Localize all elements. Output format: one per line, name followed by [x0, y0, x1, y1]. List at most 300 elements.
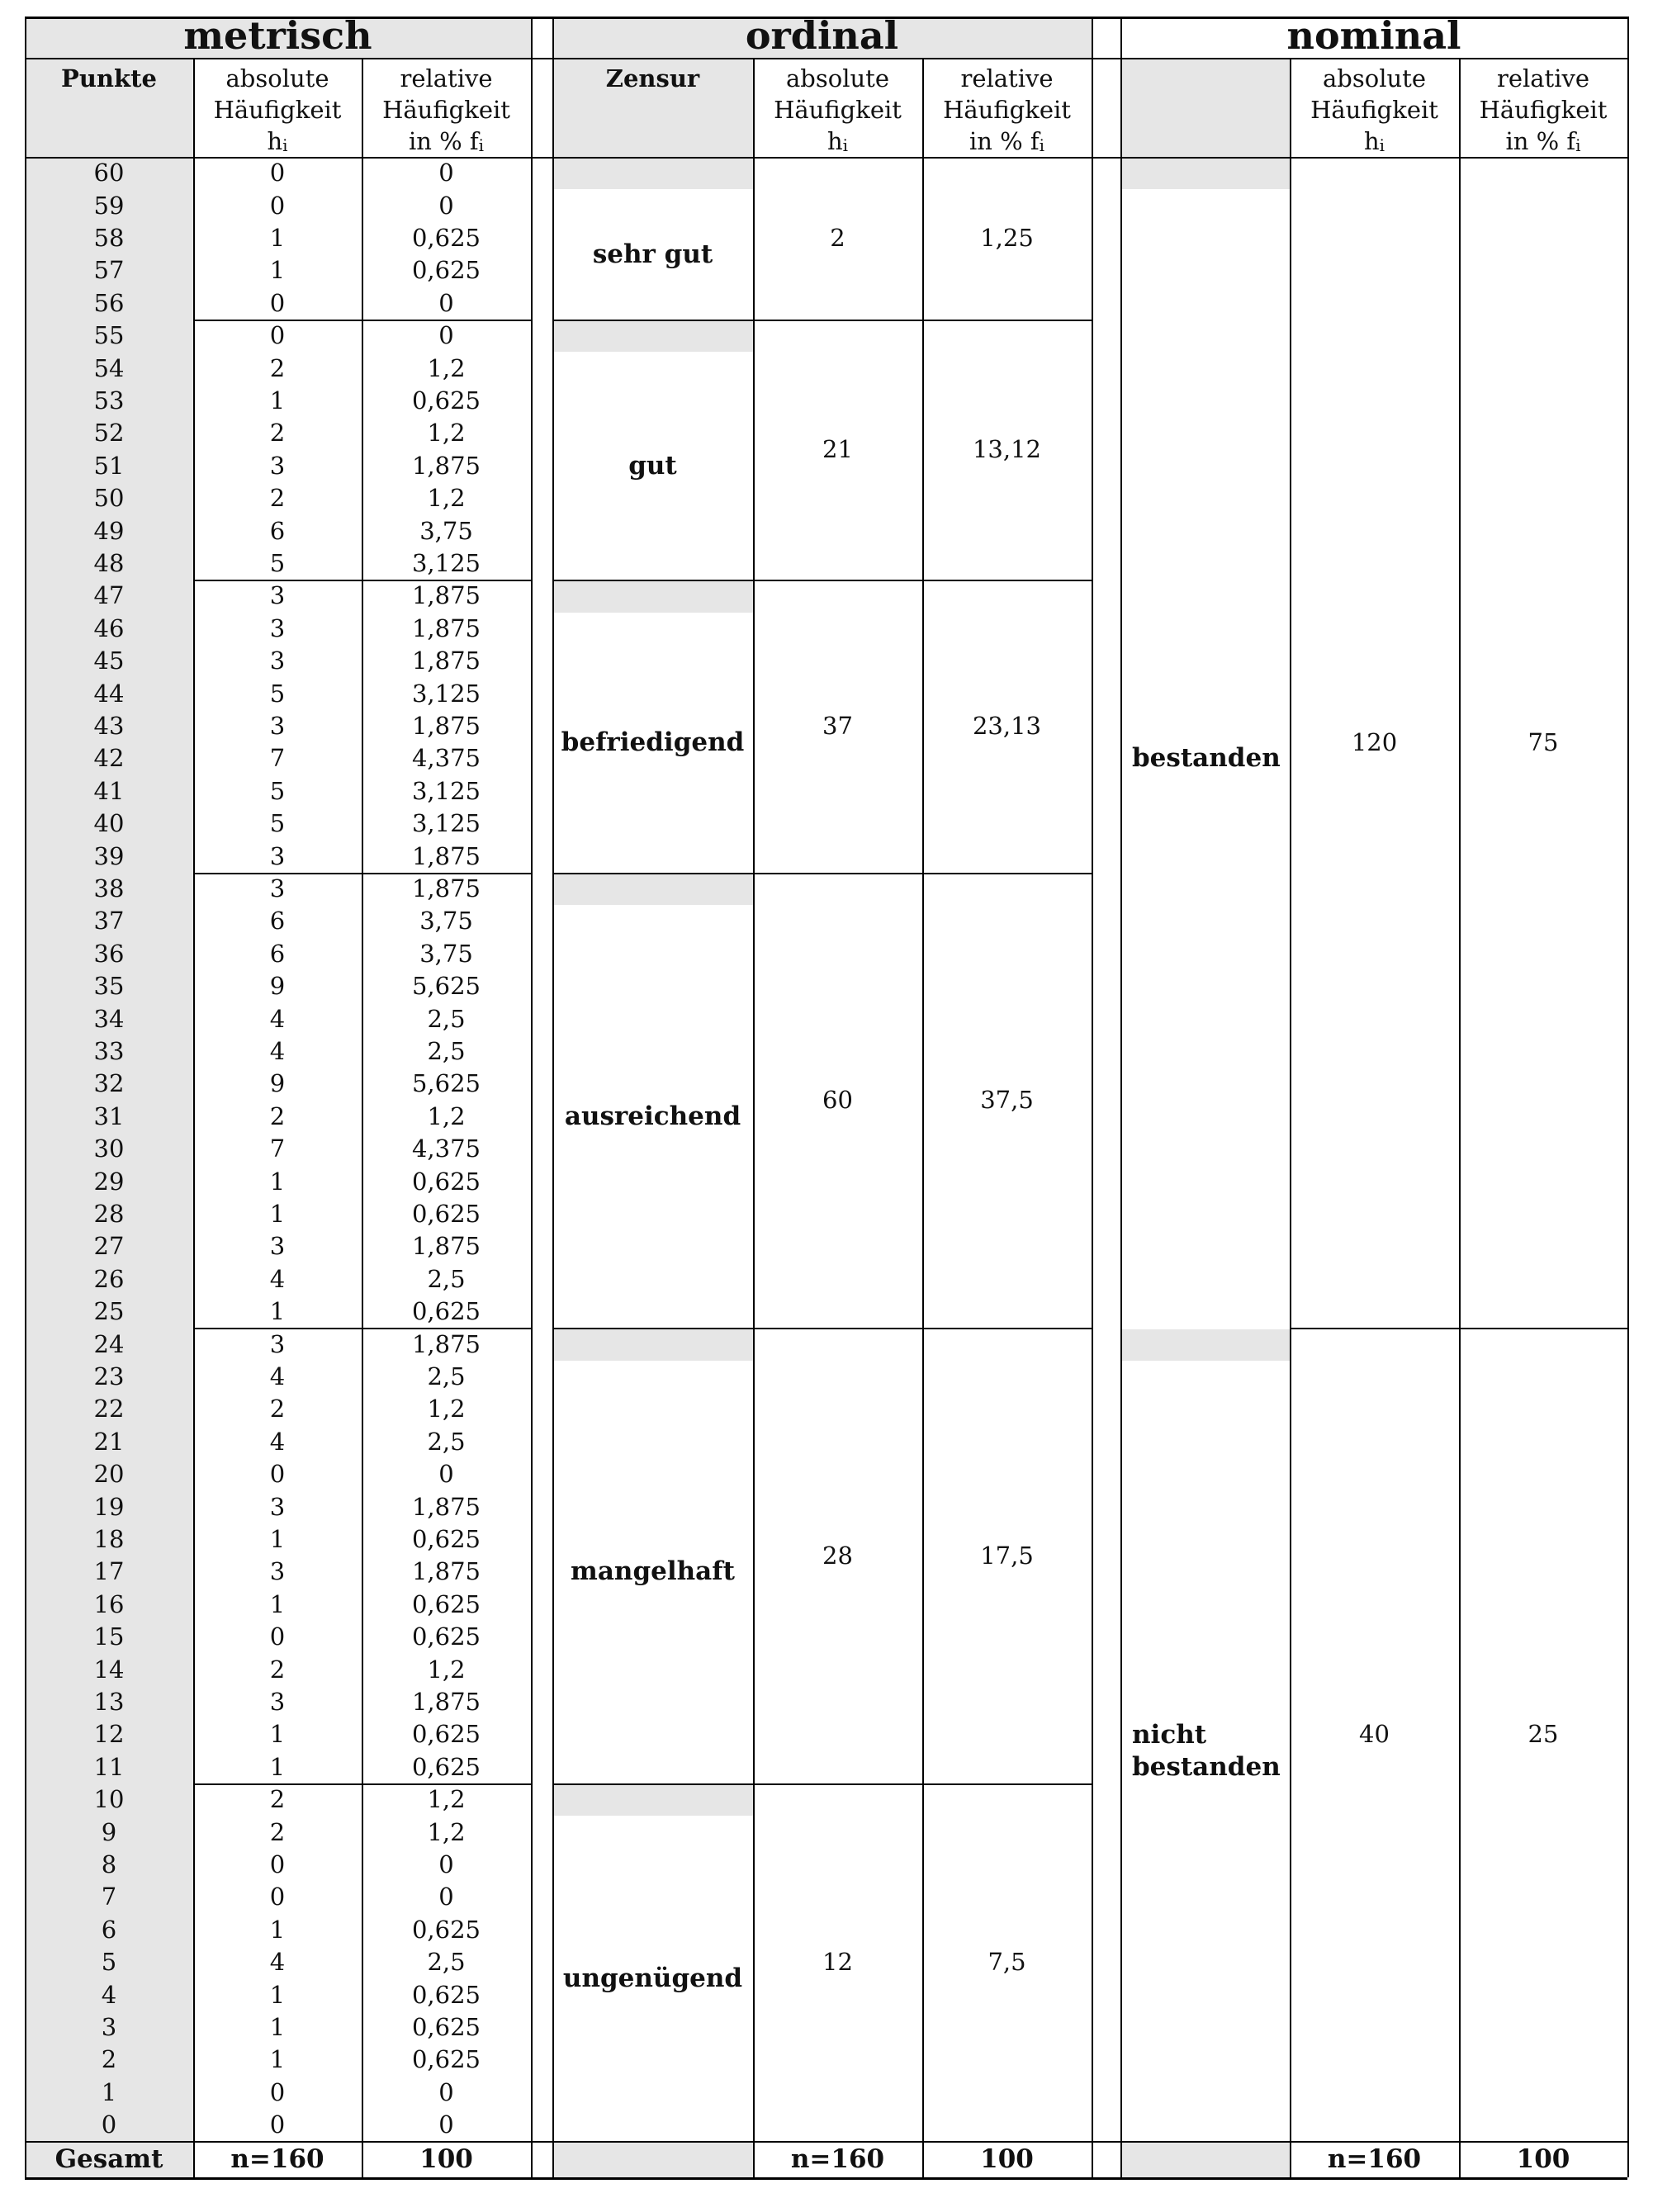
absolute-frequency-cell: 4 — [269, 1036, 286, 1065]
grade-label: ungenügend — [562, 1963, 743, 1993]
header-relative-nominal-text-3: in % f — [1505, 127, 1576, 155]
points-cell: 28 — [93, 1199, 125, 1228]
relative-frequency-cell: 1,875 — [411, 1232, 481, 1261]
points-cell: 49 — [93, 516, 125, 545]
absolute-frequency-cell: 2 — [269, 1785, 286, 1814]
absolute-frequency-cell: 3 — [269, 874, 286, 902]
points-cell: 36 — [93, 939, 125, 968]
points-cell: 31 — [93, 1101, 125, 1130]
column-border — [193, 58, 195, 2177]
absolute-frequency-cell: 2 — [269, 1655, 286, 1684]
relative-frequency-cell: 1,2 — [427, 419, 466, 448]
points-cell: 21 — [93, 1427, 125, 1456]
points-cell: 8 — [101, 1850, 117, 1878]
relative-frequency-cell: 1,875 — [411, 874, 481, 902]
relative-frequency-cell: 4,375 — [411, 744, 481, 773]
absolute-frequency-cell: 0 — [269, 288, 286, 317]
absolute-frequency-cell: 0 — [269, 321, 286, 350]
relative-frequency-cell: 0 — [438, 1883, 454, 1911]
relative-frequency-cell: 1,2 — [427, 484, 466, 513]
data-top-rule — [25, 157, 1627, 159]
points-cell: 47 — [93, 581, 125, 610]
subscript-i: i — [1039, 135, 1045, 155]
points-cell: 25 — [93, 1297, 125, 1326]
absolute-frequency-cell: 6 — [269, 939, 286, 968]
header-relative-nominal-line-1 — [1497, 63, 1589, 94]
header-punkte: Punkte — [61, 64, 157, 92]
points-cell: 16 — [93, 1589, 125, 1618]
absolute-frequency-cell: 6 — [269, 907, 286, 935]
grade-absolute: 21 — [822, 435, 853, 464]
absolute-frequency-cell: 0 — [269, 1850, 286, 1878]
points-cell: 3 — [101, 2012, 117, 2041]
header-absolute-ordinal-line-2 — [774, 94, 902, 126]
relative-frequency-cell: 0,625 — [411, 1752, 481, 1781]
points-cell: 41 — [93, 776, 125, 805]
absolute-frequency-cell: 1 — [269, 1720, 286, 1749]
grade-label: gut — [628, 450, 677, 481]
header-absolute-metrisch-text-3: h — [267, 127, 283, 155]
relative-frequency-cell: 0,625 — [411, 2045, 481, 2074]
relative-frequency-cell: 1,875 — [411, 613, 481, 642]
grade-relative: 37,5 — [980, 1086, 1034, 1115]
absolute-frequency-cell: 1 — [269, 1167, 286, 1196]
subscript-i: i — [478, 135, 485, 155]
points-cell: 35 — [93, 972, 125, 1001]
header-absolute-metrisch — [193, 58, 362, 157]
header-relative-ordinal-text-3: in % f — [969, 127, 1040, 155]
relative-frequency-cell: 1,875 — [411, 711, 481, 740]
relative-frequency-cell: 1,875 — [411, 841, 481, 870]
grade-separator — [552, 580, 1092, 581]
absolute-frequency-cell: 3 — [269, 613, 286, 642]
relative-frequency-cell: 3,125 — [411, 679, 481, 708]
points-cell: 30 — [93, 1134, 125, 1163]
header-zensur: Zensur — [605, 64, 700, 92]
relative-frequency-cell: 1,875 — [411, 451, 481, 480]
relative-frequency-cell: 2,5 — [427, 1004, 466, 1033]
grade-absolute: 28 — [822, 1541, 853, 1570]
absolute-frequency-cell: 3 — [269, 1492, 286, 1521]
relative-frequency-cell: 3,125 — [411, 809, 481, 838]
relative-frequency-cell: 5,625 — [411, 1069, 481, 1098]
points-cell: 1 — [101, 2077, 117, 2106]
grade-top-shade — [552, 874, 753, 905]
grade-relative: 13,12 — [972, 435, 1042, 464]
relative-frequency-cell: 0 — [438, 1850, 454, 1878]
absolute-frequency-cell: 3 — [269, 647, 286, 675]
absolute-frequency-cell: 1 — [269, 2012, 286, 2041]
relative-frequency-cell: 0 — [438, 321, 454, 350]
header-relative-nominal-text-1: relative — [1496, 64, 1590, 92]
grade-relative: 7,5 — [988, 1948, 1026, 1977]
grade-separator — [552, 1328, 1092, 1329]
relative-frequency-cell: 1,875 — [411, 1687, 481, 1716]
grade-label: befriedigend — [561, 727, 745, 757]
points-cell: 58 — [93, 223, 125, 252]
points-cell: 45 — [93, 647, 125, 675]
relative-frequency-cell: 3,75 — [419, 516, 473, 545]
header-absolute-ordinal-text-2: Häufigkeit — [774, 96, 902, 124]
relative-frequency-cell: 1,2 — [427, 1395, 466, 1423]
absolute-frequency-cell: 0 — [269, 1883, 286, 1911]
subscript-i: i — [1575, 135, 1581, 155]
absolute-frequency-cell: 9 — [269, 1069, 286, 1098]
header-relative-metrisch-line-2 — [382, 94, 510, 126]
block-border — [1120, 17, 1122, 2177]
relative-frequency-cell: 2,5 — [427, 1036, 466, 1065]
top-rule — [25, 17, 1627, 19]
relative-frequency-cell: 1,2 — [427, 353, 466, 382]
absolute-frequency-cell: 2 — [269, 1101, 286, 1130]
absolute-frequency-cell: 3 — [269, 1557, 286, 1586]
absolute-frequency-cell: 2 — [269, 1395, 286, 1423]
total-count: n=160 — [1327, 2143, 1422, 2174]
points-cell: 32 — [93, 1069, 125, 1098]
absolute-frequency-cell: 1 — [269, 1752, 286, 1781]
relative-frequency-cell: 1,875 — [411, 1557, 481, 1586]
absolute-frequency-cell: 4 — [269, 1264, 286, 1293]
grade-separator — [552, 873, 1092, 874]
points-cell: 39 — [93, 841, 125, 870]
points-cell: 20 — [93, 1460, 125, 1489]
nominal-label: nicht bestanden — [1132, 1719, 1281, 1782]
block-border — [552, 17, 554, 2177]
relative-frequency-cell: 2,5 — [427, 1948, 466, 1977]
section-title-metrisch: metrisch — [183, 13, 372, 58]
grade-separator — [552, 1783, 1092, 1785]
header-absolute-metrisch-line-2 — [214, 94, 342, 126]
total-percent: 100 — [419, 2143, 473, 2174]
points-cell: 9 — [101, 1817, 117, 1846]
relative-frequency-cell: 3,75 — [419, 939, 473, 968]
grade-top-shade — [552, 1329, 753, 1360]
points-cell: 34 — [93, 1004, 125, 1033]
absolute-frequency-cell: 0 — [269, 1622, 286, 1651]
outer-border — [1627, 17, 1629, 2177]
total-percent: 100 — [980, 2143, 1034, 2174]
relative-frequency-cell: 0 — [438, 159, 454, 187]
absolute-frequency-cell: 1 — [269, 223, 286, 252]
grade-absolute: 37 — [822, 711, 853, 740]
absolute-frequency-cell: 3 — [269, 451, 286, 480]
absolute-frequency-cell: 5 — [269, 679, 286, 708]
points-cell: 19 — [93, 1492, 125, 1521]
block-border — [531, 17, 533, 2177]
relative-frequency-cell: 0,625 — [411, 1622, 481, 1651]
header-absolute-nominal — [1290, 58, 1459, 157]
absolute-frequency-cell: 1 — [269, 256, 286, 285]
relative-frequency-cell: 0,625 — [411, 2012, 481, 2041]
header-relative-ordinal-line-2 — [943, 94, 1071, 126]
relative-frequency-cell: 1,2 — [427, 1785, 466, 1814]
absolute-frequency-cell: 1 — [269, 2045, 286, 2074]
relative-frequency-cell: 0 — [438, 1460, 454, 1489]
header-absolute-nominal-text-1: absolute — [1323, 64, 1426, 92]
grade-absolute: 2 — [830, 224, 845, 252]
header-absolute-ordinal — [753, 58, 922, 157]
nominal-absolute: 40 — [1359, 1720, 1390, 1749]
absolute-frequency-cell: 1 — [269, 1915, 286, 1944]
absolute-frequency-cell: 0 — [269, 1460, 286, 1489]
relative-frequency-cell: 0,625 — [411, 1915, 481, 1944]
header-absolute-nominal-line-3 — [1364, 126, 1385, 161]
grade-relative: 17,5 — [980, 1541, 1034, 1570]
absolute-frequency-cell: 3 — [269, 581, 286, 610]
points-cell: 14 — [93, 1655, 125, 1684]
absolute-frequency-cell: 5 — [269, 776, 286, 805]
nominal-relative: 75 — [1527, 727, 1559, 756]
nominal-total-label-bg — [1120, 2141, 1290, 2176]
relative-frequency-cell: 1,875 — [411, 1329, 481, 1358]
relative-frequency-cell: 3,125 — [411, 776, 481, 805]
relative-frequency-cell: 0 — [438, 288, 454, 317]
column-border — [922, 58, 924, 2177]
nominal-absolute: 120 — [1351, 727, 1398, 756]
absolute-frequency-cell: 3 — [269, 711, 286, 740]
points-cell: 40 — [93, 809, 125, 838]
relative-frequency-cell: 0,625 — [411, 1720, 481, 1749]
points-cell: 46 — [93, 613, 125, 642]
grade-absolute: 12 — [822, 1948, 853, 1977]
header-relative-metrisch — [362, 58, 531, 157]
absolute-frequency-cell: 9 — [269, 972, 286, 1001]
relative-frequency-cell: 2,5 — [427, 1362, 466, 1390]
absolute-frequency-cell: 4 — [269, 1004, 286, 1033]
header-relative-ordinal-line-1 — [960, 63, 1053, 94]
relative-frequency-cell: 5,625 — [411, 972, 481, 1001]
relative-frequency-cell: 1,875 — [411, 1492, 481, 1521]
points-cell: 27 — [93, 1232, 125, 1261]
relative-frequency-cell: 2,5 — [427, 1427, 466, 1456]
absolute-frequency-cell: 1 — [269, 1980, 286, 2009]
points-cell: 51 — [93, 451, 125, 480]
nominal-top-shade — [1120, 1329, 1290, 1360]
relative-frequency-cell: 0,625 — [411, 386, 481, 414]
absolute-frequency-cell: 1 — [269, 1589, 286, 1618]
absolute-frequency-cell: 1 — [269, 1199, 286, 1228]
absolute-frequency-cell: 3 — [269, 1687, 286, 1716]
points-cell: 57 — [93, 256, 125, 285]
header-relative-ordinal-line-3 — [969, 126, 1044, 161]
relative-frequency-cell: 1,2 — [427, 1655, 466, 1684]
absolute-frequency-cell: 4 — [269, 1427, 286, 1456]
points-cell: 17 — [93, 1557, 125, 1586]
relative-frequency-cell: 1,875 — [411, 647, 481, 675]
points-cell: 44 — [93, 679, 125, 708]
total-count: n=160 — [230, 2143, 324, 2174]
relative-frequency-cell: 1,2 — [427, 1817, 466, 1846]
points-cell: 0 — [101, 2110, 117, 2139]
header-absolute-ordinal-text-1: absolute — [786, 64, 889, 92]
points-cell: 2 — [101, 2045, 117, 2074]
points-cell: 13 — [93, 1687, 125, 1716]
header-absolute-ordinal-text-3: h — [826, 127, 843, 155]
outer-border — [25, 17, 26, 2177]
points-cell: 43 — [93, 711, 125, 740]
absolute-frequency-cell: 3 — [269, 1329, 286, 1358]
grade-top-shade — [552, 1785, 753, 1816]
subscript-i: i — [282, 135, 288, 155]
absolute-frequency-cell: 4 — [269, 1948, 286, 1977]
header-relative-ordinal — [922, 58, 1092, 157]
points-cell: 60 — [93, 159, 125, 187]
nominal-top-shade — [1120, 159, 1290, 189]
points-cell: 12 — [93, 1720, 125, 1749]
header-absolute-metrisch-text-2: Häufigkeit — [213, 96, 342, 124]
header-absolute-nominal-line-1 — [1323, 63, 1426, 94]
nominal-relative: 25 — [1527, 1720, 1559, 1749]
relative-frequency-cell: 0,625 — [411, 1980, 481, 2009]
points-cell: 4 — [101, 1980, 117, 2009]
points-cell: 26 — [93, 1264, 125, 1293]
relative-frequency-cell: 0,625 — [411, 1297, 481, 1326]
header-relative-ordinal-text-1: relative — [960, 64, 1054, 92]
points-cell: 23 — [93, 1362, 125, 1390]
header-absolute-metrisch-text-1: absolute — [225, 64, 329, 92]
nominal-label-header-bg — [1120, 58, 1290, 157]
column-border — [1459, 58, 1461, 2177]
header-relative-nominal-text-2: Häufigkeit — [1479, 96, 1608, 124]
absolute-frequency-cell: 3 — [269, 1232, 286, 1261]
relative-frequency-cell: 0,625 — [411, 1199, 481, 1228]
relative-frequency-cell: 3,75 — [419, 907, 473, 935]
absolute-frequency-cell: 2 — [269, 1817, 286, 1846]
relative-frequency-cell: 0,625 — [411, 1524, 481, 1553]
header-relative-metrisch-text-1: relative — [400, 64, 493, 92]
nominal-label: bestanden — [1132, 743, 1281, 774]
points-cell: 38 — [93, 874, 125, 902]
absolute-frequency-cell: 2 — [269, 419, 286, 448]
points-cell: 15 — [93, 1622, 125, 1651]
relative-frequency-cell: 0,625 — [411, 1167, 481, 1196]
absolute-frequency-cell: 0 — [269, 2110, 286, 2139]
grade-relative: 1,25 — [980, 224, 1034, 252]
header-absolute-ordinal-line-3 — [827, 126, 848, 161]
points-cell: 54 — [93, 353, 125, 382]
subscript-i: i — [842, 135, 849, 155]
header-relative-nominal-line-3 — [1505, 126, 1580, 161]
relative-frequency-cell: 0 — [438, 2077, 454, 2106]
absolute-frequency-cell: 0 — [269, 191, 286, 220]
header-relative-metrisch-line-3 — [409, 126, 484, 161]
header-relative-metrisch-line-1 — [400, 63, 492, 94]
points-cell: 7 — [101, 1883, 117, 1911]
relative-frequency-cell: 0 — [438, 2110, 454, 2139]
grade-top-shade — [552, 321, 753, 352]
absolute-frequency-cell: 3 — [269, 841, 286, 870]
total-count: n=160 — [790, 2143, 885, 2174]
section-title-nominal: nominal — [1286, 13, 1461, 58]
grade-label: sehr gut — [592, 239, 713, 269]
absolute-frequency-cell: 5 — [269, 809, 286, 838]
relative-frequency-cell: 0,625 — [411, 223, 481, 252]
points-cell: 55 — [93, 321, 125, 350]
points-cell: 33 — [93, 1036, 125, 1065]
absolute-frequency-cell: 1 — [269, 1524, 286, 1553]
absolute-frequency-cell: 2 — [269, 484, 286, 513]
points-cell: 52 — [93, 419, 125, 448]
relative-frequency-cell: 4,375 — [411, 1134, 481, 1163]
header-rule — [25, 58, 1627, 59]
relative-frequency-cell: 3,125 — [411, 548, 481, 577]
grade-relative: 23,13 — [972, 711, 1042, 740]
header-absolute-nominal-text-2: Häufigkeit — [1310, 96, 1438, 124]
header-relative-ordinal-text-2: Häufigkeit — [943, 96, 1071, 124]
header-relative-metrisch-text-3: in % f — [408, 127, 479, 155]
points-cell: 24 — [93, 1329, 125, 1358]
absolute-frequency-cell: 2 — [269, 353, 286, 382]
header-absolute-metrisch-line-3 — [267, 126, 287, 161]
points-cell: 10 — [93, 1785, 125, 1814]
points-cell: 53 — [93, 386, 125, 414]
points-cell: 42 — [93, 744, 125, 773]
points-cell: 37 — [93, 907, 125, 935]
column-border — [1290, 58, 1291, 2177]
relative-frequency-cell: 1,2 — [427, 1101, 466, 1130]
points-cell: 6 — [101, 1915, 117, 1944]
absolute-frequency-cell: 7 — [269, 744, 286, 773]
points-cell: 56 — [93, 288, 125, 317]
header-relative-nominal-line-2 — [1480, 94, 1608, 126]
absolute-frequency-cell: 0 — [269, 159, 286, 187]
points-cell: 29 — [93, 1167, 125, 1196]
grade-top-shade — [552, 581, 753, 612]
relative-frequency-cell: 2,5 — [427, 1264, 466, 1293]
absolute-frequency-cell: 6 — [269, 516, 286, 545]
absolute-frequency-cell: 0 — [269, 2077, 286, 2106]
points-cell: 11 — [93, 1752, 125, 1781]
block-border — [1092, 17, 1093, 2177]
column-border — [753, 58, 755, 2177]
total-label: Gesamt — [54, 2143, 163, 2174]
absolute-frequency-cell: 7 — [269, 1134, 286, 1163]
header-relative-metrisch-text-2: Häufigkeit — [382, 96, 510, 124]
column-border — [362, 58, 363, 2177]
ordinal-total-label-bg — [552, 2141, 753, 2176]
relative-frequency-cell: 0,625 — [411, 256, 481, 285]
points-cell: 59 — [93, 191, 125, 220]
points-cell: 18 — [93, 1524, 125, 1553]
absolute-frequency-cell: 5 — [269, 548, 286, 577]
points-cell: 50 — [93, 484, 125, 513]
header-absolute-nominal-line-2 — [1310, 94, 1438, 126]
grade-label: ausreichend — [564, 1101, 741, 1131]
relative-frequency-cell: 0,625 — [411, 1589, 481, 1618]
points-cell: 48 — [93, 548, 125, 577]
grade-absolute: 60 — [822, 1086, 853, 1115]
total-percent: 100 — [1516, 2143, 1570, 2174]
bottom-rule — [25, 2177, 1627, 2180]
absolute-frequency-cell: 4 — [269, 1362, 286, 1390]
relative-frequency-cell: 1,875 — [411, 581, 481, 610]
grade-top-shade — [552, 159, 753, 189]
points-cell: 5 — [101, 1948, 117, 1977]
grade-separator — [552, 320, 1092, 321]
header-absolute-ordinal-line-1 — [786, 63, 889, 94]
header-absolute-metrisch-line-1 — [226, 63, 329, 94]
points-cell: 22 — [93, 1395, 125, 1423]
absolute-frequency-cell: 1 — [269, 1297, 286, 1326]
total-rule — [25, 2141, 1627, 2143]
section-title-ordinal: ordinal — [745, 13, 899, 58]
header-relative-nominal — [1459, 58, 1627, 157]
relative-frequency-cell: 0 — [438, 191, 454, 220]
header-absolute-nominal-text-3: h — [1363, 127, 1380, 155]
grade-label: mangelhaft — [571, 1556, 735, 1587]
subscript-i: i — [1379, 135, 1385, 155]
absolute-frequency-cell: 1 — [269, 386, 286, 414]
